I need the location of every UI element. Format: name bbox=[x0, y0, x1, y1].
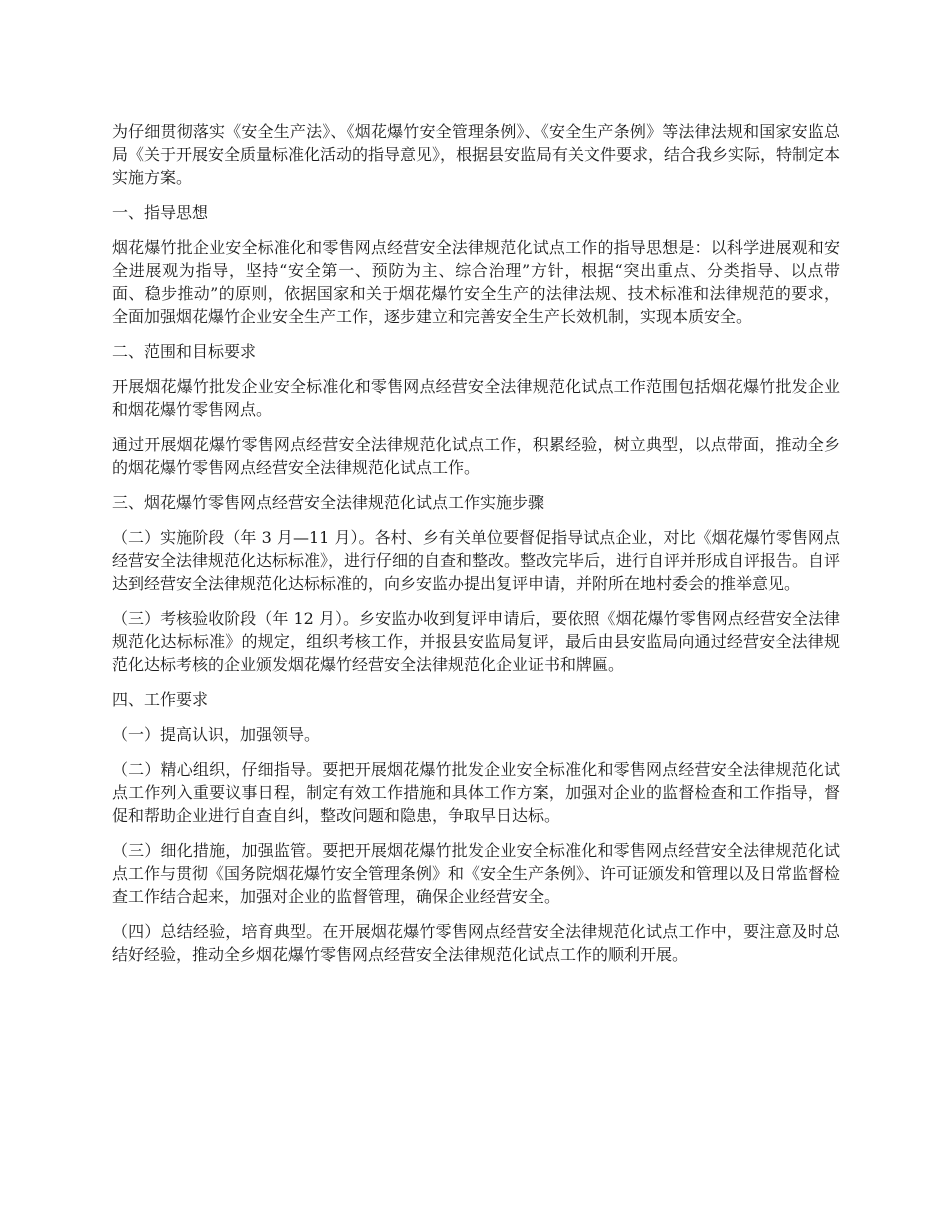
section-paragraph: 通过开展烟花爆竹零售网点经营安全法律规范化试点工作，积累经验，树立典型，以点带面，推动全乡的烟花爆竹零售网点经营安全法律规范化试点工作。 bbox=[112, 435, 840, 477]
section-paragraph: （一）提高认识，加强领导。 bbox=[112, 725, 321, 744]
section-paragraph: 烟花爆竹批企业安全标准化和零售网点经营安全法律规范化试点工作的指导思想是：以科学进展观和安全进展观为指导，坚持“安全第一、预防为主、综合治理”方针，根据“突出重点、分类指导、以点带面、稳步推动”的原则，依据国家和关于烟花爆竹安全生产的法律法规、技术标准和法律规范的要求，全面加强烟花爆竹企业安全生产工作，逐步建立和完善安全生产长效机制，实现本质安全。 bbox=[112, 238, 840, 326]
section-paragraph: 开展烟花爆竹批发企业安全标准化和零售网点经营安全法律规范化试点工作范围包括烟花爆竹批发企业和烟花爆竹零售网点。 bbox=[112, 377, 840, 419]
section-paragraph: （三）考核验收阶段（年 12 月）。乡安监办收到复评申请后，要依照《烟花爆竹零售网点经营安全法律规范化达标标准》的规定，组织考核工作，并报县安监局复评，最后由县安监局向通过经营安全法律规范化达标考核的企业颁发烟花爆竹经营安全法律规范化企业证书和牌匾。 bbox=[112, 609, 840, 674]
section-paragraph: （二）精心组织，仔细指导。要把开展烟花爆竹批发企业安全标准化和零售网点经营安全法律规范化试点工作列入重要议事日程，制定有效工作措施和具体工作方案，加强对企业的监督检查和工作指导，督促和帮助企业进行自查自纠，整改问题和隐患，争取早日达标。 bbox=[112, 760, 840, 825]
section-paragraph: （四）总结经验，培育典型。在开展烟花爆竹零售网点经营安全法律规范化试点工作中，要注意及时总结好经验，推动全乡烟花爆竹零售网点经营安全法律规范化试点工作的顺利开展。 bbox=[112, 922, 840, 964]
section-paragraph: （二）实施阶段（年 3 月—11 月）。各村、乡有关单位要督促指导试点企业，对比《烟花爆竹零售网点经营安全法律规范化达标标准》，进行仔细的自查和整改。整改完毕后，进行自评并形成自评报告。自评达到经营安全法律规范化达标标准的，向乡安监办提出复评申请，并附所在地村委会的推举意见。 bbox=[112, 528, 841, 593]
document-body bbox=[112, 120, 840, 978]
section-heading-scope-and-goals: 二、范围和目标要求 bbox=[112, 342, 257, 361]
section-heading-implementation-steps: 三、烟花爆竹零售网点经营安全法律规范化试点工作实施步骤 bbox=[112, 493, 545, 512]
section-heading-work-requirements: 四、工作要求 bbox=[112, 690, 209, 709]
section-heading-guiding-ideology: 一、指导思想 bbox=[112, 203, 209, 222]
intro-paragraph: 为仔细贯彻落实《安全生产法》、《烟花爆竹安全管理条例》、《安全生产条例》等法律法规和国家安监总局《关于开展安全质量标准化活动的指导意见》，根据县安监局有关文件要求，结合我乡实际，特制定本实施方案。 bbox=[112, 122, 841, 187]
section-paragraph: （三）细化措施，加强监管。要把开展烟花爆竹批发企业安全标准化和零售网点经营安全法律规范化试点工作与贯彻《国务院烟花爆竹安全管理条例》和《安全生产条例》、许可证颁发和管理以及日常监督检查工作结合起来，加强对企业的监督管理，确保企业经营安全。 bbox=[112, 841, 841, 906]
